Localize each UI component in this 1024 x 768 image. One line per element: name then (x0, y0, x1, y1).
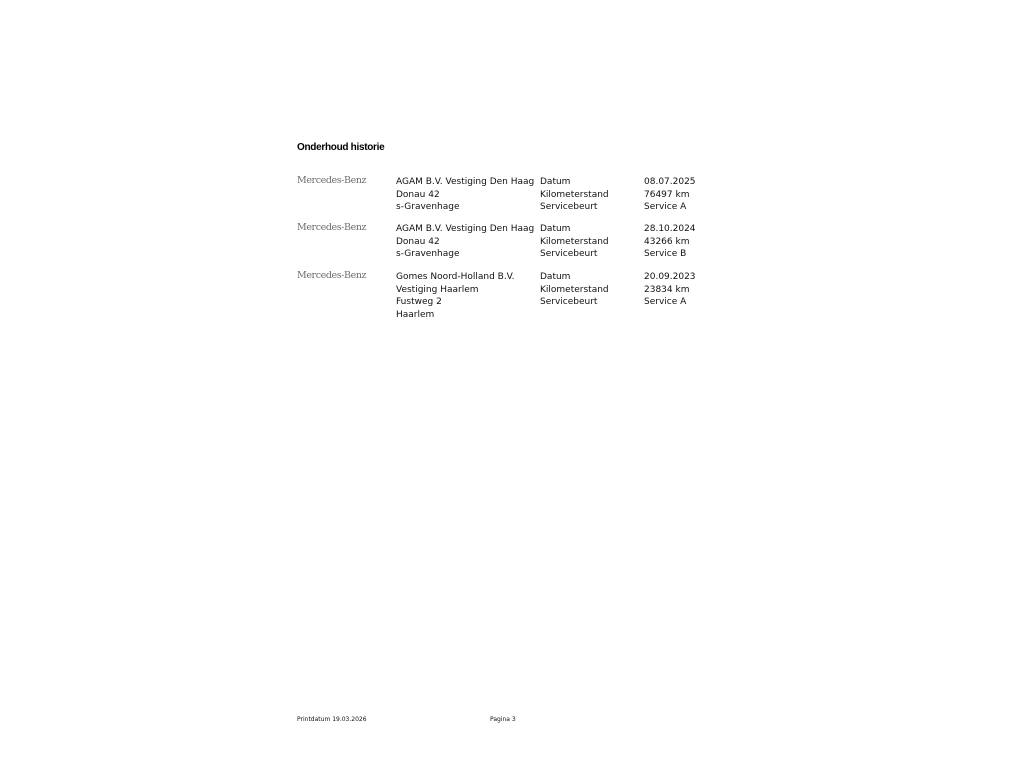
label-servicebeurt: Servicebeurt (540, 249, 598, 260)
dealer-city: Haarlem (396, 309, 435, 320)
label-datum: Datum (540, 177, 571, 187)
field-labels (540, 223, 609, 261)
field-values (644, 176, 696, 214)
field-values (644, 271, 696, 309)
value-servicebeurt: Service A (644, 202, 687, 213)
value-datum: 08.07.2025 (644, 177, 696, 187)
dealer-address (396, 223, 534, 261)
value-kilometerstand: 76497 km (644, 189, 690, 200)
mercedes-benz-logo: Mercedes-Benz (297, 270, 367, 281)
value-kilometerstand: 43266 km (644, 236, 690, 247)
dealer-name: Gomes Noord-Holland B.V. (396, 272, 515, 282)
field-values (644, 223, 696, 261)
value-datum: 28.10.2024 (644, 224, 696, 234)
label-kilometerstand: Kilometerstand (540, 284, 609, 295)
page-number: Pagina 3 (490, 716, 516, 723)
dealer-branch: Vestiging Haarlem (396, 284, 479, 295)
label-datum: Datum (540, 272, 571, 282)
page-title: Onderhoud historie (297, 142, 385, 153)
value-kilometerstand: 23834 km (644, 284, 690, 295)
label-kilometerstand: Kilometerstand (540, 236, 609, 247)
field-labels (540, 271, 609, 309)
dealer-street: Fustweg 2 (396, 297, 442, 308)
service-record (297, 270, 717, 330)
dealer-name: AGAM B.V. Vestiging Den Haag (396, 224, 535, 234)
dealer-street: Donau 42 (396, 189, 440, 200)
dealer-city: s-Gravenhage (396, 202, 460, 213)
dealer-address (396, 271, 515, 321)
label-servicebeurt: Servicebeurt (540, 202, 598, 213)
value-servicebeurt: Service A (644, 297, 687, 308)
dealer-city: s-Gravenhage (396, 249, 460, 260)
value-datum: 20.09.2023 (644, 272, 696, 282)
dealer-address (396, 176, 534, 214)
label-servicebeurt: Servicebeurt (540, 297, 598, 308)
dealer-street: Donau 42 (396, 236, 440, 247)
print-date: Printdatum 19.03.2026 (297, 716, 367, 723)
label-datum: Datum (540, 224, 571, 234)
label-kilometerstand: Kilometerstand (540, 189, 609, 200)
field-labels (540, 176, 609, 214)
mercedes-benz-logo: Mercedes-Benz (297, 222, 367, 233)
value-servicebeurt: Service B (644, 249, 687, 260)
dealer-name: AGAM B.V. Vestiging Den Haag (396, 177, 535, 187)
mercedes-benz-logo: Mercedes-Benz (297, 175, 367, 186)
